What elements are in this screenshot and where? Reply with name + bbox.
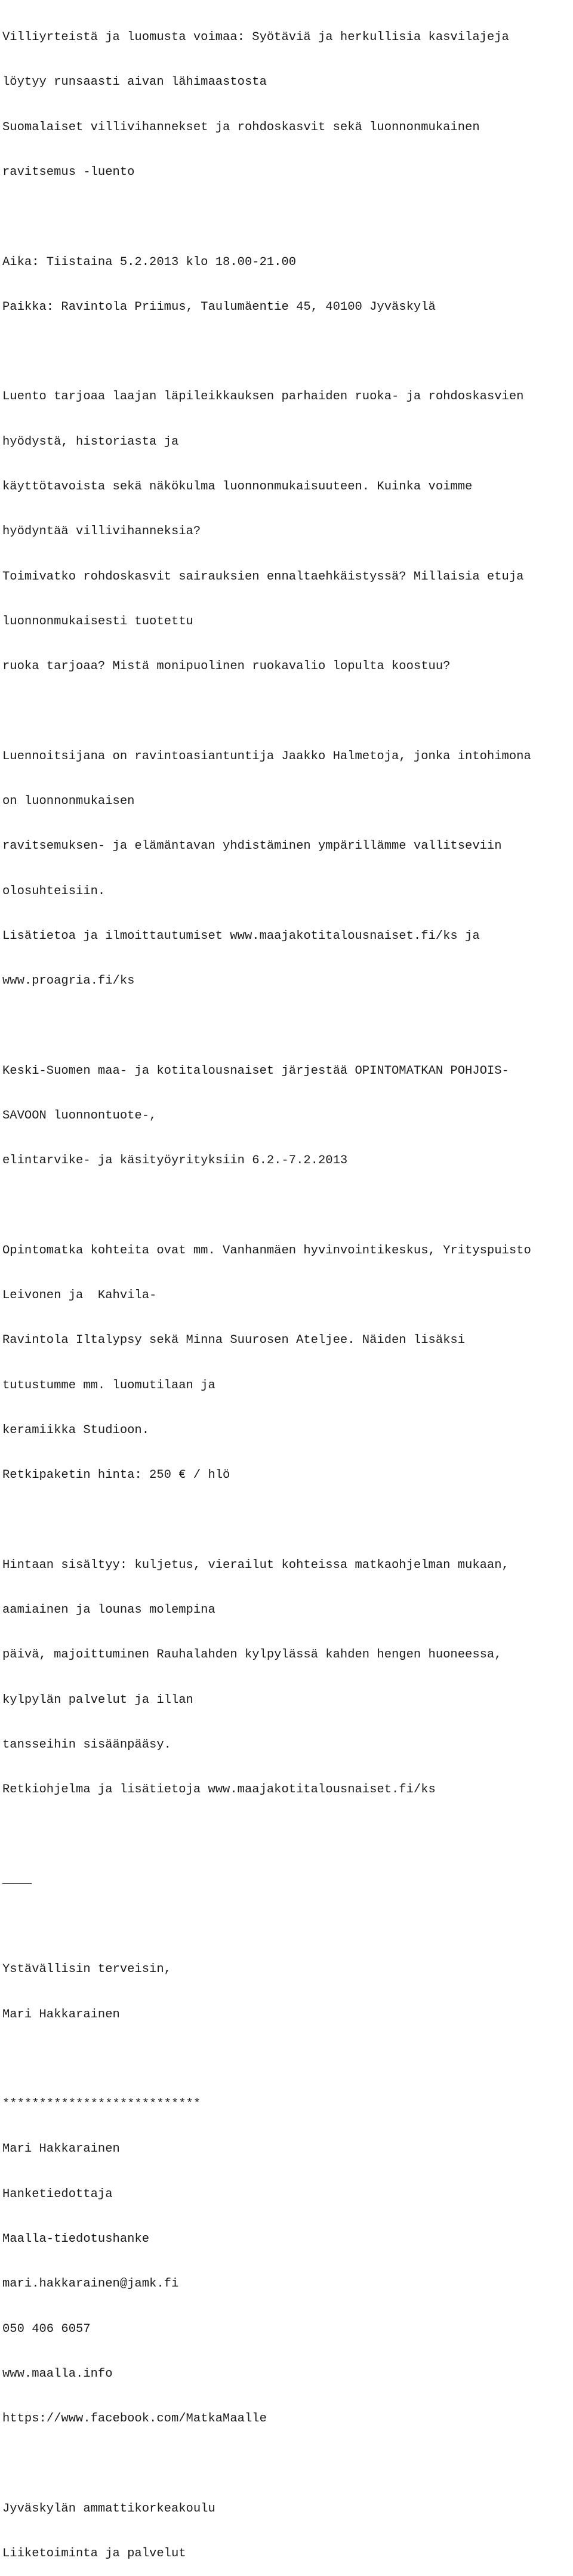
signature-organization: Jyväskylän ammattikorkeakoulu — [2, 2501, 215, 2516]
line-program-link: Retkiohjelma ja lisätietoja www.maajakotitalousnaiset.fi/ks — [2, 1783, 436, 1797]
blank-line — [2, 1198, 573, 1213]
blank-line — [2, 1827, 573, 1842]
line-more-info-1: Lisätietoa ja ilmoittautumiset www.maajakotitalousnaiset.fi/ks ja — [2, 929, 480, 943]
line-trip-3: elintarvike- ja käsityöyrityksiin 6.2.-7.2.2013 — [2, 1154, 348, 1168]
line-destinations-2: Leivonen ja Kahvila- — [2, 1289, 157, 1303]
blank-line — [2, 1512, 573, 1527]
signature-department: Liiketoiminta ja palvelut — [2, 2546, 186, 2560]
line-time: Aika: Tiistaina 5.2.2013 klo 18.00-21.00 — [2, 255, 297, 269]
separator-line: ____ — [2, 1872, 32, 1887]
blank-line — [2, 209, 573, 224]
signature-project: Maalla-tiedotushanke — [2, 2232, 150, 2246]
signature-facebook: https://www.facebook.com/MatkaMaalle — [2, 2412, 267, 2426]
signature-title: Hanketiedottaja — [2, 2187, 113, 2201]
signature-name: Mari Hakkarainen — [2, 2142, 120, 2156]
line-lecturer-2: on luonnonmukaisen — [2, 794, 135, 808]
line-title-2: löytyy runsaasti aivan lähimaastosta — [2, 75, 267, 90]
line-trip-1: Keski-Suomen maa- ja kotitalousnaiset järjestää OPINTOMATKAN POHJOIS- — [2, 1064, 509, 1078]
line-destinations-3: Ravintola Iltalypsy sekä Minna Suurosen Ateljee. Näiden lisäksi — [2, 1333, 466, 1348]
line-destinations-1: Opintomatka kohteita ovat mm. Vanhanmäen hyvinvointikeskus, Yrityspuisto — [2, 1243, 531, 1258]
line-destinations-4: tutustumme mm. luomutilaan ja — [2, 1378, 215, 1392]
line-more-info-2: www.proagria.fi/ks — [2, 974, 135, 988]
line-lecture-7: ruoka tarjoaa? Mistä monipuolinen ruokavalio lopulta koostuu? — [2, 660, 451, 674]
line-greeting: Ystävällisin terveisin, — [2, 1962, 171, 1977]
blank-line — [2, 1018, 573, 1033]
line-lecturer-1: Luennoitsijana on ravintoasiantuntija Jaakko Halmetoja, jonka intohimona — [2, 749, 531, 763]
line-lecture-2: hyödystä, historiasta ja — [2, 435, 179, 449]
line-lecture-4: hyödyntää villivihanneksia? — [2, 525, 201, 539]
signature-phone: 050 406 6057 — [2, 2322, 91, 2336]
line-sender-name: Mari Hakkarainen — [2, 2007, 120, 2022]
line-lecturer-3: ravitsemuksen- ja elämäntavan yhdistäminen ympärillämme vallitseviin — [2, 839, 502, 853]
line-place: Paikka: Ravintola Priimus, Taulumäentie 45, 40100 Jyväskylä — [2, 300, 436, 314]
line-lecturer-4: olosuhteisiin. — [2, 884, 106, 898]
line-lecture-5: Toimivatko rohdoskasvit sairauksien ennaltaehkäistyssä? Millaisia etuja — [2, 569, 524, 584]
line-includes-2: aamiainen ja lounas molempina — [2, 1603, 215, 1617]
signature-divider: *************************** — [2, 2097, 201, 2112]
line-lecture-3: käyttötavoista sekä näkökulma luonnonmukaisuuteen. Kuinka voimme — [2, 480, 473, 494]
line-destinations-5: keramiikka Studioon. — [2, 1423, 150, 1437]
signature-email: mari.hakkarainen@jamk.fi — [2, 2277, 179, 2291]
document-body — [2, 0, 573, 2576]
line-includes-4: kylpylän palvelut ja illan — [2, 1693, 193, 1707]
blank-line — [2, 704, 573, 719]
line-lecture-1: Luento tarjoaa laajan läpileikkauksen parhaiden ruoka- ja rohdoskasvien — [2, 390, 524, 404]
line-lecture-6: luonnonmukaisesti tuotettu — [2, 614, 193, 628]
line-includes-1: Hintaan sisältyy: kuljetus, vierailut kohteissa matkaohjelman mukaan, — [2, 1558, 509, 1572]
line-subtitle-2: ravitsemus -luento — [2, 165, 135, 180]
line-subtitle-1: Suomalaiset villivihannekset ja rohdoskasvit sekä luonnonmukainen — [2, 120, 480, 134]
line-title-1: Villiyrteistä ja luomusta voimaa: Syötäviä ja herkullisia kasvilajeja — [2, 30, 509, 45]
signature-website: www.maalla.info — [2, 2367, 113, 2381]
blank-line — [2, 2456, 573, 2471]
blank-line — [2, 1917, 573, 1932]
line-trip-2: SAVOON luonnontuote-, — [2, 1108, 157, 1123]
blank-line — [2, 344, 573, 359]
line-includes-3: päivä, majoittuminen Rauhalahden kylpylässä kahden hengen huoneessa, — [2, 1648, 502, 1662]
line-price: Retkipaketin hinta: 250 € / hlö — [2, 1468, 230, 1483]
line-includes-5: tansseihin sisäänpääsy. — [2, 1737, 171, 1752]
blank-line — [2, 2052, 573, 2067]
